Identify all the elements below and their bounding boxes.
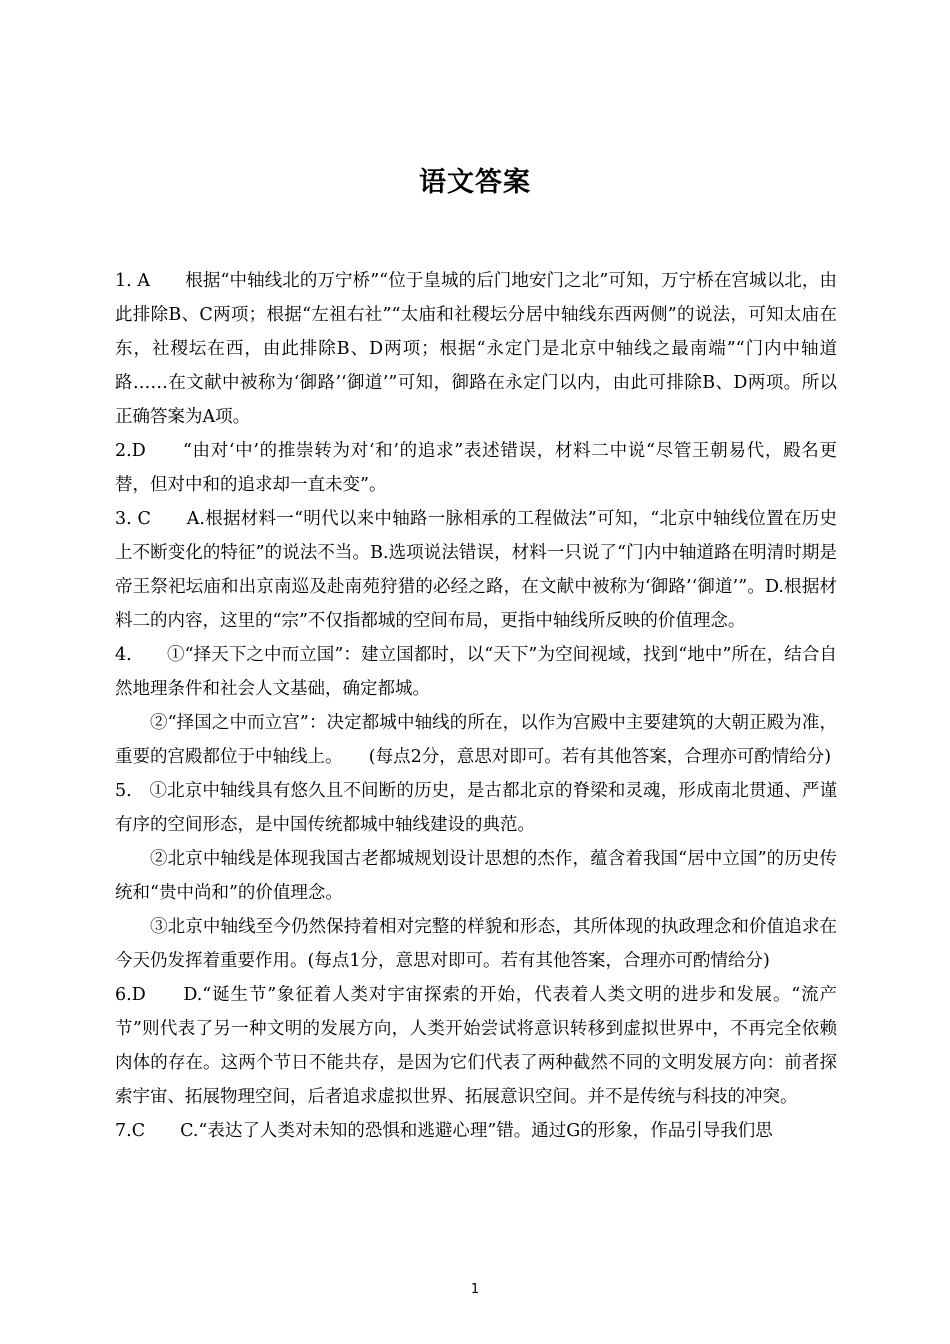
answer-5-point-2: ②北京中轴线是体现我国古老都城规划设计思想的杰作，蕴含着我国“居中立国”的历史传统和“贵中尚和”的价值理念。: [115, 849, 837, 903]
answer-1: 1. A 根据“中轴线北的万宁桥”“位于皇城的后门地安门之北”可知，万宁桥在宫城以北，由此排除B、C两项；根据“左祖右社”“太庙和社稷坛分居中轴线东西两侧”的说法，可知太庙在东，社稷坛在西，由此排除B、D两项；根据“永定门是北京中轴线之最南端”“门内中轴道路……在文献中被称为‘御路’‘御道’”可知，御路在永定门以内，由此可排除B、D两项。所以正确答案为A项。: [115, 271, 837, 427]
answer-4-point-2: ②“择国之中而立宫”：决定都城中轴线的所在，以作为宫殿中主要建筑的大朝正殿为准，重要的宫殿都位于中轴线上。 (每点2分，意思对即可。若有其他答案，合理亦可酌情给分): [115, 713, 837, 767]
page-title: 语文答案: [419, 167, 531, 198]
answer-content: [115, 264, 837, 1148]
answer-5-point-1: 5. ①北京中轴线具有悠久且不间断的历史，是古都北京的脊梁和灵魂，形成南北贯通、严谨有序的空间形态，是中国传统都城中轴线建设的典范。: [115, 781, 837, 835]
answer-2: 2.D “由对‘中’的推崇转为对‘和’的追求”表述错误，材料二中说“尽管王朝易代，殿名更替，但对中和的追求却一直未变”。: [115, 441, 837, 495]
answer-4-point-1: 4. ①“择天下之中而立国”：建立国都时，以“天下”为空间视域，找到“地中”所在，结合自然地理条件和社会人文基础，确定都城。: [115, 645, 837, 699]
answer-5-point-3: ③北京中轴线至今仍然保持着相对完整的样貌和形态，其所体现的执政理念和价值追求在今天仍发挥着重要作用。(每点1分，意思对即可。若有其他答案，合理亦可酌情给分): [115, 917, 837, 971]
answer-3: 3. C A.根据材料一“明代以来中轴路一脉相承的工程做法”可知，“北京中轴线位置在历史上不断变化的特征”的说法不当。B.选项说法错误，材料一只说了“门内中轴道路在明清时期是帝王祭祀坛庙和出京南巡及赴南苑狩猎的必经之路，在文献中被称为‘御路’‘御道’”。D.根据材料二的内容，这里的“宗”不仅指都城的空间布局，更指中轴线所反映的价值理念。: [115, 509, 837, 631]
page-number: 1: [470, 1282, 480, 1297]
answer-6: 6.D D.“诞生节”象征着人类对宇宙探索的开始，代表着人类文明的进步和发展。“流产节”则代表了另一种文明的发展方向，人类开始尝试将意识转移到虚拟世界中，不再完全依赖肉体的存在。这两个节日不能共存，是因为它们代表了两种截然不同的文明发展方向：前者探索宇宙、拓展物理空间，后者追求虚拟世界、拓展意识空间。并不是传统与科技的冲突。: [115, 985, 837, 1107]
answer-7: 7.C C.“表达了人类对未知的恐惧和逃避心理”错。通过G的形象，作品引导我们思: [115, 1121, 773, 1141]
